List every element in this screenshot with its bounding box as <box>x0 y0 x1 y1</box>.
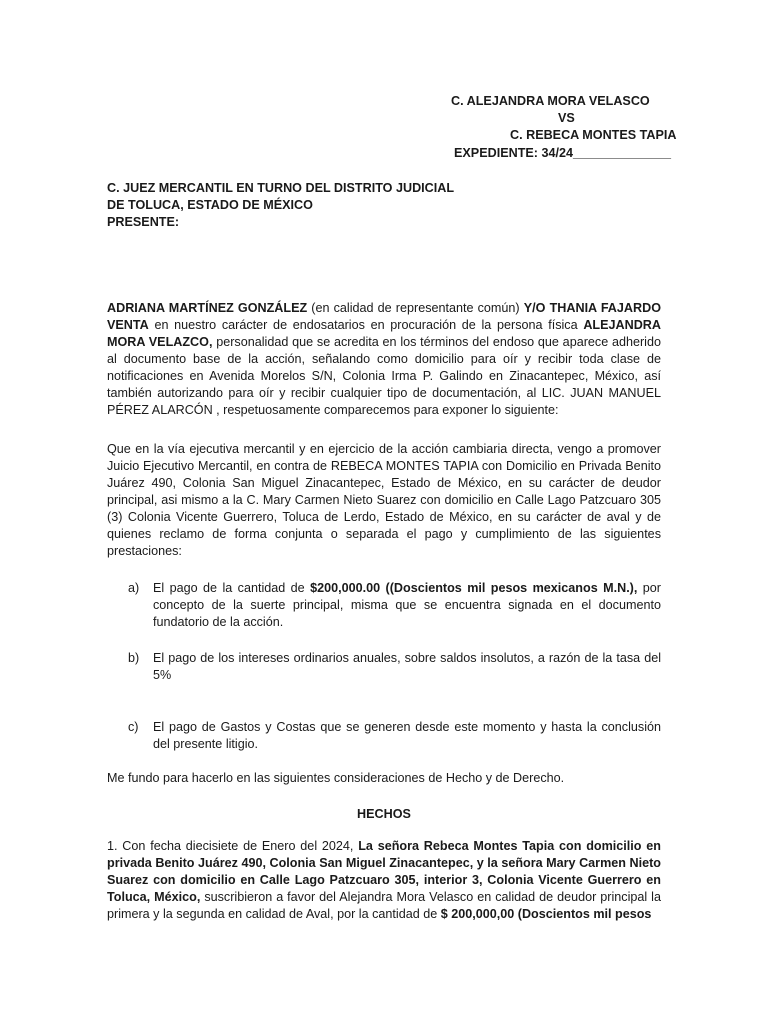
caption-plaintiff: C. ALEJANDRA MORA VELASCO <box>451 94 650 108</box>
intro-text-2: en nuestro carácter de endosatarios en procuración de la persona física <box>148 318 584 332</box>
principal-name: ALEJANDRA MORA VELAZCO, <box>107 318 661 349</box>
item-text: El pago de los intereses ordinarios anuales, sobre saldos insolutos, a razón de la tasa del 5% <box>153 651 661 682</box>
item-a-amount: $200,000.00 ((Doscientos mil pesos mexicanos M.N.), <box>310 581 638 595</box>
co-representative-name: Y/O THANIA FAJARDO VENTA <box>107 301 661 332</box>
facts-amount: $ 200,000,00 (Doscientos mil pesos <box>440 907 652 921</box>
court-line-3: PRESENTE: <box>107 215 180 229</box>
item-text <box>153 580 661 631</box>
facts-text-1: 1. Con fecha diecisiete de Enero del 2024, <box>107 839 359 853</box>
item-label: a) <box>128 581 140 595</box>
court-address <box>107 180 454 231</box>
intro-text-1: (en calidad de representante común) <box>307 301 524 315</box>
court-line-1: C. JUEZ MERCANTIL EN TURNO DEL DISTRITO JUDICIAL <box>107 181 455 195</box>
intro-paragraph <box>107 300 661 419</box>
facts-text-2: suscribieron a favor del Alejandra Mora Velasco en calidad de deudor principal la primera y la segunda en calidad de Aval, por la cantidad de <box>107 890 661 921</box>
grounds-paragraph: Me fundo para hacerlo en las siguientes consideraciones de Hecho y de Derecho. <box>107 771 565 785</box>
facts-heading: HECHOS <box>357 807 411 821</box>
facts-debtors: La señora Rebeca Montes Tapia con domicilio en privada Benito Juárez 490, Colonia San Miguel Zinacantepec, y la señora Mary Carmen Nieto Suarez con domicilio en Calle Lago Patzcuaro 305, interior 3, Colonia Vicente Guerrero en Toluca, México, <box>107 839 661 904</box>
intro-text-3: personalidad que se acredita en los términos del endoso que aparece adherido al documento base de la acción, señalando como domicilio para oír y recibir toda clase de notificaciones en Avenida Morelos S/N, Colonia Irma P. Galindo en Zinacantepec, México, así también autorizando para oír y recibir cualquier tipo de documentación, al LIC. JUAN MANUEL PÉREZ ALARCÓN , respetuosamente comparecemos para exponer lo siguiente: <box>107 335 661 417</box>
item-a-text-1: El pago de la cantidad de <box>153 581 311 595</box>
item-a-text-2: por concepto de la suerte principal, misma que se encuentra signada en el documento fundatorio de la acción. <box>153 581 661 629</box>
court-line-2: DE TOLUCA, ESTADO DE MÉXICO <box>107 198 313 212</box>
caption-versus: VS <box>558 111 575 125</box>
item-label: c) <box>128 720 139 734</box>
facts-paragraph-1 <box>107 838 661 923</box>
claim-paragraph: Que en la vía ejecutiva mercantil y en ejercicio de la acción cambiaria directa, vengo a promover Juicio Ejecutivo Mercantil, en contra de REBECA MONTES TAPIA con Domicilio en Privada Benito Juárez 490, Colonia San Miguel Zinacantepec, Estado de México, en su carácter de deudor principal, asi mismo a la C. Mary Carmen Nieto Suarez con domicilio en Calle Lago Patzcuaro 305 (3) Colonia Vicente Guerrero, Toluca de Lerdo, Estado de México, en su carácter de aval y de quienes reclamo de forma conjunta o separada el pago y cumplimiento de las siguientes prestaciones: <box>107 442 661 558</box>
representative-name: ADRIANA MARTÍNEZ GONZÁLEZ <box>107 301 308 315</box>
item-label: b) <box>128 651 140 665</box>
caption-file-number: EXPEDIENTE: 34/24______________ <box>454 146 672 160</box>
caption-defendant: C. REBECA MONTES TAPIA <box>510 128 677 142</box>
item-text: El pago de Gastos y Costas que se generen desde este momento y hasta la conclusión del presente litigio. <box>153 720 661 751</box>
